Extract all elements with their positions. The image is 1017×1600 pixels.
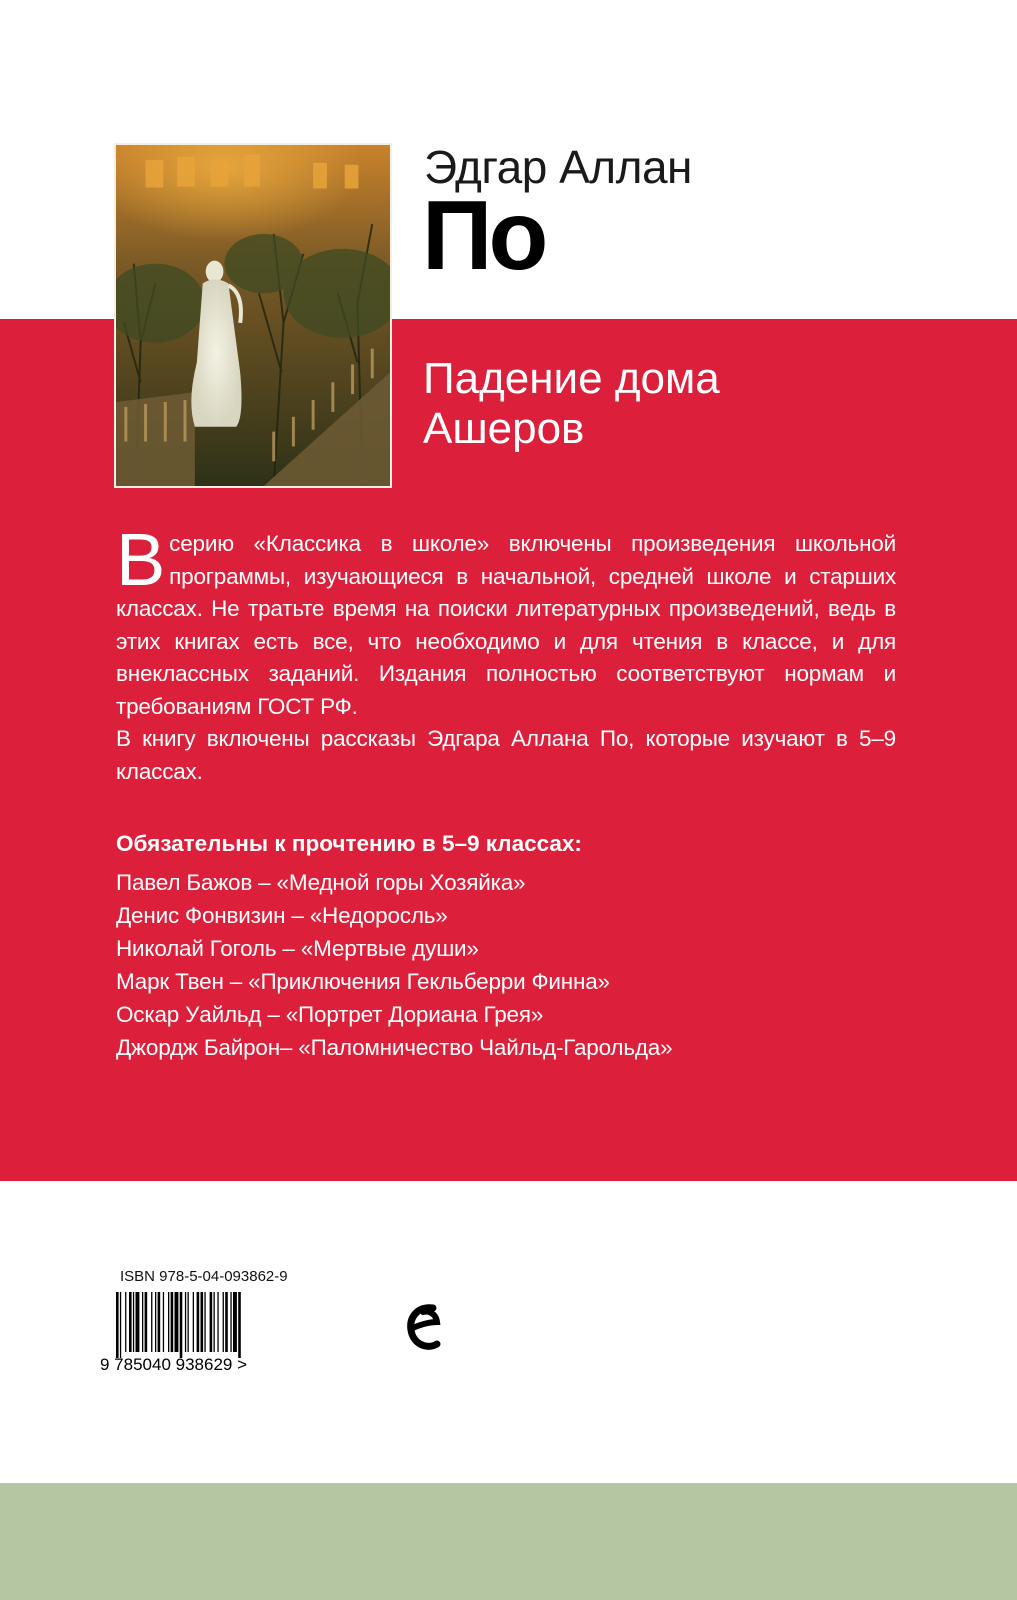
barcode-bar xyxy=(217,1292,218,1352)
barcode-bar xyxy=(180,1292,183,1358)
barcode-bar xyxy=(171,1292,174,1352)
list-item: Николай Гоголь – «Мертвые души» xyxy=(116,936,479,961)
barcode-bar xyxy=(151,1292,152,1352)
green-bottom-band xyxy=(0,1483,1017,1600)
barcode-bar xyxy=(145,1292,148,1352)
barcode-bar xyxy=(201,1292,204,1352)
barcode-bar xyxy=(136,1292,140,1352)
barcode-bar xyxy=(158,1292,161,1352)
book-title xyxy=(423,354,843,454)
barcode-bar xyxy=(120,1292,121,1358)
list-item: Денис Фонвизин – «Недоросль» xyxy=(116,903,448,928)
barcode-bar xyxy=(188,1292,189,1352)
barcode-bar xyxy=(133,1292,134,1352)
barcode-bar xyxy=(214,1292,215,1352)
barcode-bar xyxy=(163,1292,164,1352)
list-item: Оскар Уайльд – «Портрет Дориана Грея» xyxy=(116,1002,544,1027)
book-title-line-1: Падение дома xyxy=(423,354,720,403)
list-item: Марк Твен – «Приключения Гекльберри Финна» xyxy=(116,969,610,994)
barcode-bar xyxy=(185,1292,186,1352)
cover-painting xyxy=(114,143,392,488)
list-item: Джордж Байрон– «Паломничество Чайльд-Гарольда» xyxy=(116,1035,673,1060)
barcode-bar xyxy=(230,1292,231,1352)
isbn-label: ISBN 978-5-04-093862-9 xyxy=(120,1268,288,1285)
barcode-bar xyxy=(233,1292,237,1352)
barcode-digits: 9 785040 938629 > xyxy=(100,1355,248,1372)
barcode-bar xyxy=(116,1292,119,1358)
barcode-bar xyxy=(168,1292,169,1352)
description-paragraph-2: В книгу включены рассказы Эдгара Аллана По, которые изучают в 5–9 классах. xyxy=(116,726,896,784)
barcode-bar xyxy=(225,1292,228,1352)
barcode-bar xyxy=(125,1292,126,1352)
description-paragraph-1 xyxy=(116,518,896,723)
barcode-bar xyxy=(175,1292,179,1352)
barcode xyxy=(98,1290,343,1372)
author-last-name: По xyxy=(422,180,545,290)
barcode-bar xyxy=(223,1292,224,1352)
barcode-bar xyxy=(238,1292,241,1358)
eksmo-logo-icon xyxy=(403,1300,443,1354)
barcode-bar xyxy=(142,1292,143,1352)
series-description xyxy=(116,518,896,788)
drop-cap-letter: В xyxy=(116,518,166,601)
barcode-bar xyxy=(193,1292,194,1352)
description-paragraph-1-text: серию «Классика в школе» включены произведения школьной программы, изучающиеся в начальной, средней школе и старших классах. Не тратьте время на поиски литературных произведений, ведь в этих книгах есть все, что необходимо и для чтения в классе, и для внеклассных заданий. Издания полностью соответствуют нормам и требованиям ГОСТ РФ. xyxy=(116,531,896,719)
required-reading-list xyxy=(116,866,672,1064)
barcode-bar xyxy=(155,1292,156,1352)
barcode-bar xyxy=(210,1292,213,1352)
required-reading-heading: Обязательны к прочтению в 5–9 классах: xyxy=(116,831,582,856)
barcode-bar xyxy=(197,1292,200,1352)
barcode-bar xyxy=(129,1292,132,1352)
author-first-name: Эдгар Аллан xyxy=(424,141,692,193)
book-title-line-2: Ашеров xyxy=(423,404,585,453)
barcode-bar xyxy=(204,1292,205,1352)
list-item: Павел Бажов – «Медной горы Хозяйка» xyxy=(116,870,526,895)
